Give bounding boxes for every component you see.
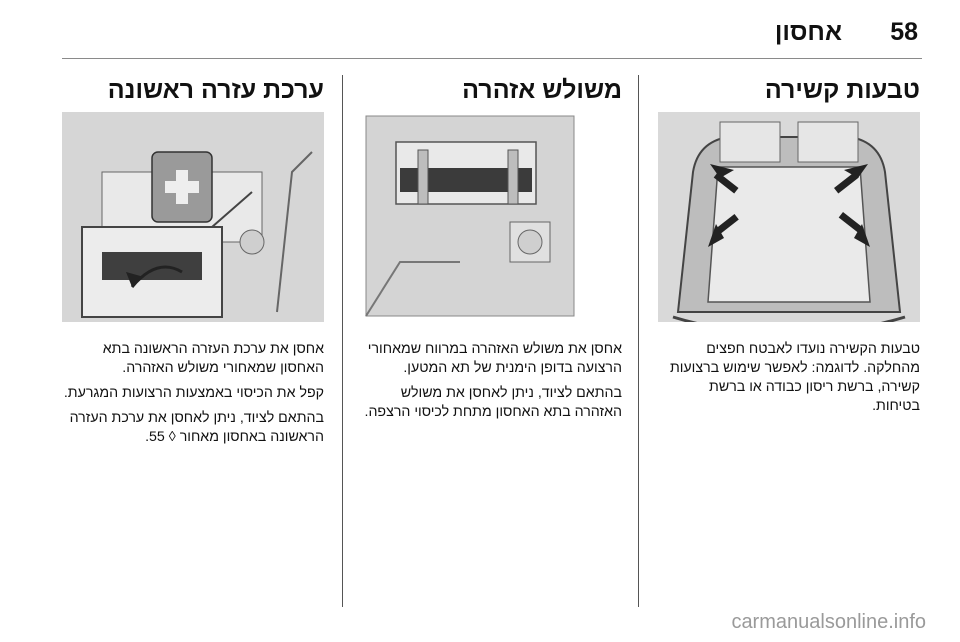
section-title: טבעות קשירה <box>764 76 920 104</box>
header-rule <box>62 58 922 59</box>
section-title: ערכת עזרה ראשונה <box>107 76 324 104</box>
section-body <box>360 340 622 428</box>
paragraph: אחסן את ערכת העזרה הראשונה בתא האחסון שמאחורי משולש האזהרה. <box>102 341 324 376</box>
first-aid-kit-illustration <box>62 112 324 322</box>
column-divider <box>342 75 343 607</box>
section-body <box>658 340 920 422</box>
column-divider <box>638 75 639 607</box>
trunk-illustration <box>658 112 920 322</box>
page-number: 58 <box>890 18 918 46</box>
section-title: משולש אזהרה <box>462 76 622 104</box>
watermark: carmanualsonline.info <box>731 611 926 633</box>
paragraph: קפל את הכיסוי באמצעות הרצועות המגרעת. <box>63 385 324 401</box>
page-header <box>0 12 960 52</box>
warning-triangle-illustration <box>360 112 622 322</box>
paragraph: טבעות הקשירה נועדו לאבטח חפצים מהחלקה. לדוגמה: לאפשר שימוש ברצועות קשירה, ברשת ריסון כבודה או ברשת בטיחות. <box>669 341 920 414</box>
section-body <box>62 340 324 453</box>
paragraph: בהתאם לציוד, ניתן לאחסן את ערכת העזרה הראשונה באחסון מאחור ◊ 55. <box>69 410 324 445</box>
paragraph: אחסן את משולש האזהרה במרווח שמאחורי הרצועה בדופן הימנית של תא המטען. <box>367 341 622 376</box>
paragraph: בהתאם לציוד, ניתן לאחסן את משולש האזהרה בתא האחסון מתחת לכיסוי הרצפה. <box>364 385 622 420</box>
section-warning-triangle <box>360 72 622 420</box>
section-tie-down-rings <box>658 72 920 414</box>
chapter-title: אחסון <box>774 18 842 46</box>
section-first-aid-kit <box>62 72 324 445</box>
